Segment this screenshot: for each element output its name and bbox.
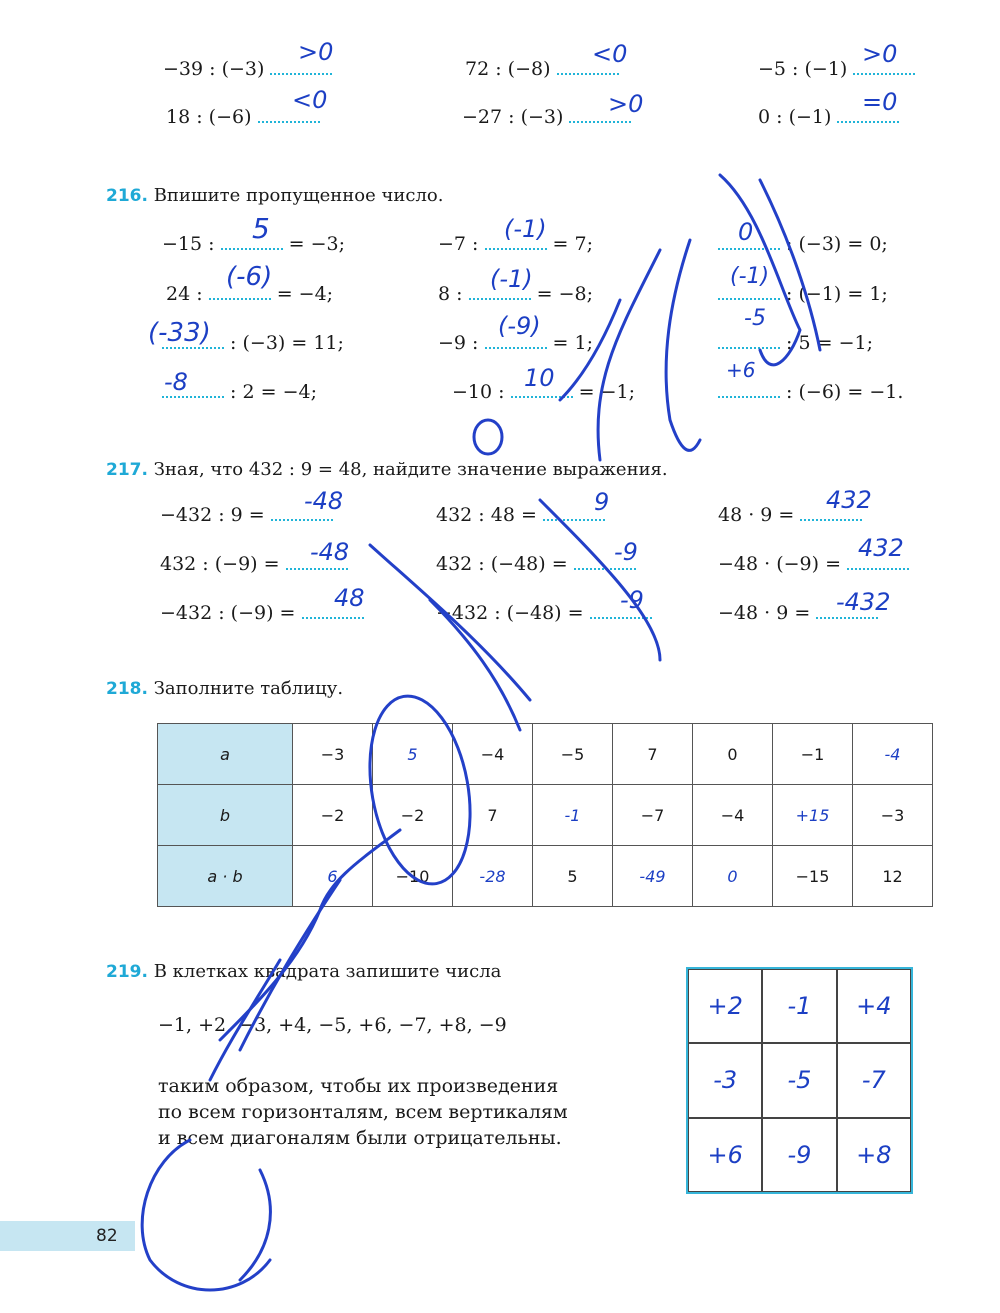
- cell-handwritten: -49: [613, 846, 693, 907]
- ex216-item-3: : (−3) = 0;: [718, 233, 888, 255]
- ex217-answer-4: -48: [310, 538, 350, 566]
- ex217-item-7: −432 : (−9) =: [160, 602, 364, 624]
- ex216-item-6: : (−1) = 1;: [718, 283, 888, 305]
- cell: −2: [373, 785, 453, 846]
- square-cell: -3: [688, 1043, 762, 1117]
- cell-handwritten: -28: [453, 846, 533, 907]
- cell: −7: [613, 785, 693, 846]
- ex216-answer-11: 10: [524, 364, 555, 392]
- cell-handwritten: -4: [853, 724, 933, 785]
- ex217-item-2: 432 : 48 =: [436, 504, 605, 526]
- ex216-answer-2: (-1): [504, 215, 547, 243]
- cell: −4: [693, 785, 773, 846]
- answer-6: =0: [862, 88, 898, 116]
- cell-handwritten: -1: [533, 785, 613, 846]
- ex217-item-4: 432 : (−9) =: [160, 553, 348, 575]
- expr-1: −39 : (−3): [163, 58, 332, 80]
- ex216-answer-8: (-9): [498, 312, 541, 340]
- ex219-text-3: и всем диагоналям были отрицательны.: [158, 1127, 562, 1149]
- ex216-item-12: : (−6) = −1.: [718, 381, 903, 403]
- ex217-answer-8: -9: [620, 586, 644, 614]
- ex217-answer-9: -432: [836, 588, 891, 616]
- ex217-heading: 217. Зная, что 432 : 9 = 48, найдите значение выражения.: [106, 459, 668, 480]
- header-a: a: [158, 724, 293, 785]
- cell: −5: [533, 724, 613, 785]
- ex219-heading: 219. В клетках квадрата запишите числа: [106, 961, 502, 982]
- cell-handwritten: 6: [293, 846, 373, 907]
- ex217-item-8: −432 : (−48) =: [436, 602, 652, 624]
- expr-4: 18 : (−6): [166, 106, 320, 128]
- cell: −4: [453, 724, 533, 785]
- ex216-item-9: : 5 = −1;: [718, 332, 873, 354]
- cell: 12: [853, 846, 933, 907]
- expr-6: 0 : (−1): [758, 106, 899, 128]
- ex217-answer-3: 432: [826, 486, 872, 514]
- cell: 7: [613, 724, 693, 785]
- cell: −3: [853, 785, 933, 846]
- square-cell: -5: [762, 1043, 836, 1117]
- header-b: b: [158, 785, 293, 846]
- ex217-answer-7: 48: [334, 584, 365, 612]
- square-cell: -9: [762, 1118, 836, 1192]
- ex216-item-10: : 2 = −4;: [162, 381, 317, 403]
- product-table: [157, 723, 933, 907]
- cell-handwritten: 0: [693, 846, 773, 907]
- table-row-ab: [158, 846, 933, 907]
- cell-handwritten: 5: [373, 724, 453, 785]
- answer-4: <0: [292, 86, 328, 114]
- cell-handwritten: +15: [773, 785, 853, 846]
- ex216-answer-3: 0: [738, 218, 754, 246]
- cell: −3: [293, 724, 373, 785]
- ex217-answer-1: -48: [304, 487, 344, 515]
- ex217-answer-5: -9: [614, 538, 638, 566]
- page-number: 82: [96, 1226, 118, 1246]
- cell: −2: [293, 785, 373, 846]
- answer-2: <0: [592, 40, 628, 68]
- cell: −10: [373, 846, 453, 907]
- ex216-answer-1: 5: [252, 212, 270, 245]
- ex216-item-2: −7 : = 7;: [438, 233, 593, 255]
- cell: 7: [453, 785, 533, 846]
- ex217-answer-6: 432: [858, 534, 904, 562]
- ex216-item-7: : (−3) = 11;: [162, 332, 344, 354]
- ex216-answer-10: -8: [164, 368, 188, 396]
- ex219-numbers: −1, +2, −3, +4, −5, +6, −7, +8, −9: [158, 1014, 507, 1036]
- expr-2: 72 : (−8): [465, 58, 619, 80]
- ex216-heading: 216. Впишите пропущенное число.: [106, 185, 444, 206]
- ex216-answer-6: (-1): [730, 264, 770, 289]
- answer-3: >0: [862, 40, 898, 68]
- square-cell: -1: [762, 969, 836, 1043]
- cell: −15: [773, 846, 853, 907]
- cell: 0: [693, 724, 773, 785]
- square-cell: +4: [837, 969, 911, 1043]
- cell: 5: [533, 846, 613, 907]
- table-row-b: [158, 785, 933, 846]
- ex216-answer-9: -5: [744, 306, 766, 331]
- ex216-item-5: 8 : = −8;: [438, 283, 593, 305]
- ex216-answer-5: (-1): [490, 265, 533, 293]
- answer-1: >0: [298, 38, 334, 66]
- header-ab: a · b: [158, 846, 293, 907]
- ex216-item-1: −15 : = −3;: [162, 233, 346, 255]
- ex217-item-1: −432 : 9 =: [160, 504, 333, 526]
- ex217-answer-2: 9: [594, 488, 610, 516]
- cell: −1: [773, 724, 853, 785]
- square-cell: +6: [688, 1118, 762, 1192]
- ex216-item-4: 24 : = −4;: [166, 283, 334, 305]
- ex219-text-2: по всем горизонталям, всем вертикалям: [158, 1101, 568, 1123]
- ex218-heading: 218. Заполните таблицу.: [106, 678, 344, 699]
- ex217-item-5: 432 : (−48) =: [436, 553, 636, 575]
- magic-square: [686, 967, 913, 1194]
- expr-5: −27 : (−3): [462, 106, 631, 128]
- ex217-item-9: −48 · 9 =: [718, 602, 878, 624]
- ex216-answer-7: (-33): [148, 318, 211, 348]
- square-cell: +2: [688, 969, 762, 1043]
- ex216-answer-4: (-6): [226, 262, 273, 292]
- ex216-item-8: −9 : = 1;: [438, 332, 593, 354]
- table-row-a: [158, 724, 933, 785]
- ex216-item-11: −10 : = −1;: [452, 381, 636, 403]
- ex217-item-3: 48 · 9 =: [718, 504, 862, 526]
- expr-3: −5 : (−1): [758, 58, 915, 80]
- ex217-item-6: −48 · (−9) =: [718, 553, 909, 575]
- square-cell: -7: [837, 1043, 911, 1117]
- square-cell: +8: [837, 1118, 911, 1192]
- answer-5: >0: [608, 90, 644, 118]
- ex216-answer-12: +6: [726, 358, 756, 382]
- ex219-text-1: таким образом, чтобы их произведения: [158, 1075, 559, 1097]
